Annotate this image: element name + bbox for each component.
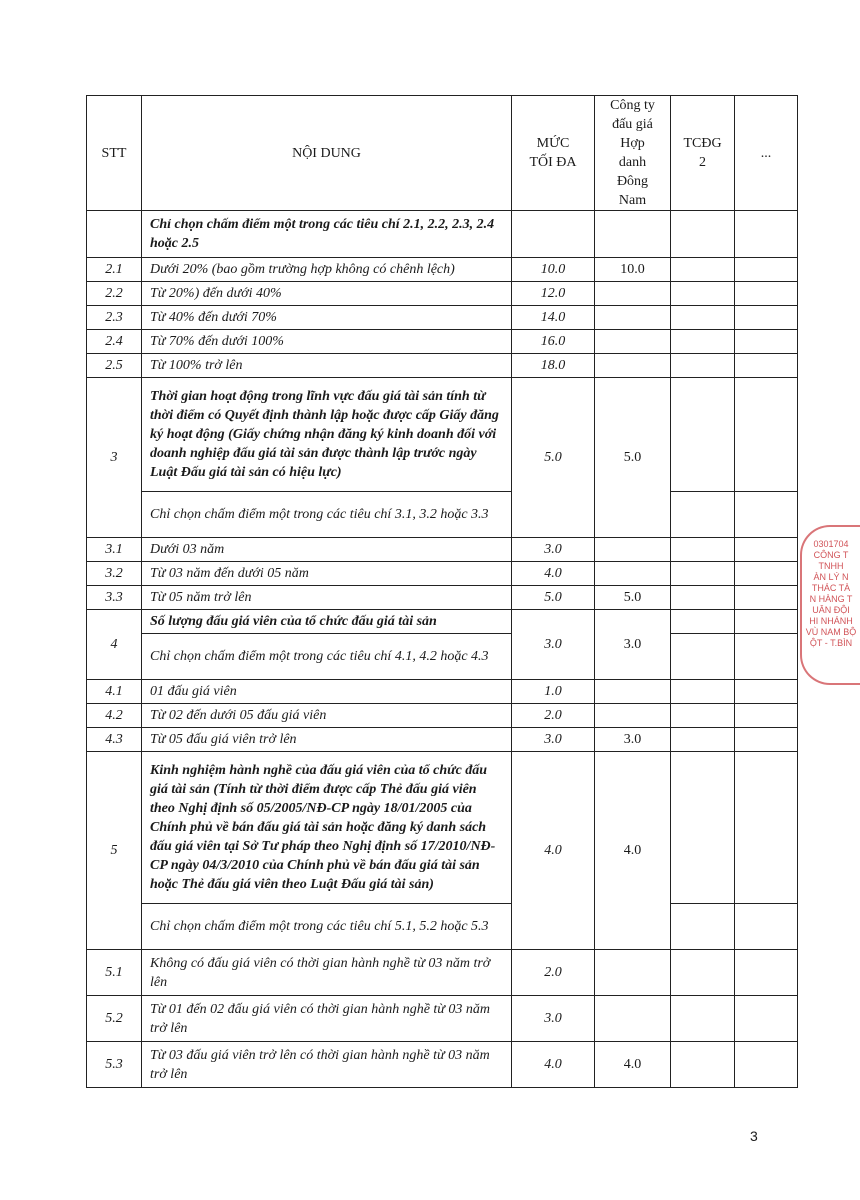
content-sub-cell: Chỉ chọn chấm điểm một trong các tiêu chí 5.1, 5.2 hoặc 5.3 [142,904,512,950]
empty-cell [671,282,735,306]
header-tcdg-line1: TCĐG [683,136,722,151]
stamp-line: N HÀNG T [809,594,853,604]
empty-cell [671,610,735,634]
header-stt: STT [87,96,142,211]
empty-cell [735,704,798,728]
empty-cell [735,904,798,950]
content-cell: Dưới 03 năm [142,538,512,562]
content-cell: Số lượng đấu giá viên của tổ chức đấu giá tài sản [142,610,512,634]
stt-cell: 4 [87,610,142,680]
stt-cell: 3.3 [87,586,142,610]
max-cell: 3.0 [512,610,595,680]
max-cell: 10.0 [512,258,595,282]
score-cell: 5.0 [595,378,671,538]
max-cell: 4.0 [512,562,595,586]
table-row [87,378,798,492]
table-row [87,752,798,904]
score-cell [595,211,671,258]
empty-cell [671,728,735,752]
stt-cell: 4.3 [87,728,142,752]
empty-cell [735,752,798,904]
content-cell: Từ 40% đến dưới 70% [142,306,512,330]
table-row [87,728,798,752]
empty-cell [671,752,735,904]
empty-cell [735,492,798,538]
max-cell: 14.0 [512,306,595,330]
max-cell: 2.0 [512,704,595,728]
empty-cell [671,258,735,282]
content-cell: Từ 03 năm đến dưới 05 năm [142,562,512,586]
stamp-line: VÙ NAM BỘ [805,627,857,637]
empty-cell [671,1042,735,1088]
stamp-line: THÁC TÀ [811,583,851,593]
stt-cell: 4.1 [87,680,142,704]
table-row [87,562,798,586]
table-row [87,1042,798,1088]
score-cell [595,996,671,1042]
stt-cell: 3.2 [87,562,142,586]
content-cell: Từ 02 đến dưới 05 đấu giá viên [142,704,512,728]
table-row [87,610,798,634]
empty-cell [735,562,798,586]
content-sub-cell: Chỉ chọn chấm điểm một trong các tiêu chí 3.1, 3.2 hoặc 3.3 [142,492,512,538]
empty-cell [671,996,735,1042]
score-cell [595,562,671,586]
empty-cell [735,950,798,996]
empty-cell [671,704,735,728]
stt-cell: 2.1 [87,258,142,282]
empty-cell [735,680,798,704]
empty-cell [671,586,735,610]
header-company-line: danh [618,155,647,170]
empty-cell [671,950,735,996]
max-cell: 1.0 [512,680,595,704]
content-cell: Từ 05 đấu giá viên trở lên [142,728,512,752]
header-more: ... [735,96,798,211]
header-company-line: Nam [618,193,647,208]
content-cell: Chỉ chọn chấm điểm một trong các tiêu chí 2.1, 2.2, 2.3, 2.4 hoặc 2.5 [142,211,512,258]
empty-cell [671,330,735,354]
stamp-line: ÀN LÝ N [813,572,849,582]
content-cell: Từ 70% đến dưới 100% [142,330,512,354]
score-cell [595,282,671,306]
table-row [87,538,798,562]
content-cell: Từ 20%) đến dưới 40% [142,282,512,306]
stamp-line: ỘT - T.BÌN [809,638,853,648]
empty-cell [735,306,798,330]
stt-cell: 2.5 [87,354,142,378]
stt-cell: 5.3 [87,1042,142,1088]
max-cell: 3.0 [512,728,595,752]
content-cell: Từ 01 đến 02 đấu giá viên có thời gian hành nghề từ 03 năm trở lên [142,996,512,1042]
max-cell: 5.0 [512,378,595,538]
empty-cell [671,306,735,330]
stt-cell: 2.2 [87,282,142,306]
stamp-line: 0301704 [813,539,849,549]
content-cell: Từ 03 đấu giá viên trở lên có thời gian hành nghề từ 03 năm trở lên [142,1042,512,1088]
empty-cell [735,634,798,680]
empty-cell [671,634,735,680]
table-row [87,704,798,728]
score-cell [595,950,671,996]
stt-cell: 2.4 [87,330,142,354]
score-cell: 3.0 [595,610,671,680]
header-tcdg [671,96,735,211]
empty-cell [671,538,735,562]
max-cell: 4.0 [512,1042,595,1088]
content-cell: Dưới 20% (bao gồm trường hợp không có chênh lệch) [142,258,512,282]
stamp-line: CÔNG T [813,550,849,560]
empty-cell [671,378,735,492]
stamp-line: UÂN ĐỘI [812,605,850,615]
stt-cell: 2.3 [87,306,142,330]
company-seal-stamp [800,525,860,685]
score-cell: 4.0 [595,1042,671,1088]
content-cell: Thời gian hoạt động trong lĩnh vực đấu giá tài sản tính từ thời điểm có Quyết định thành lập hoặc được cấp Giấy đăng ký hoạt động (Giấy chứng nhận đăng ký kinh doanh đối với doanh nghiệp đấu giá tài sản được thành lập trước ngày Luật Đấu giá tài sản có hiệu lực) [142,378,512,492]
content-cell: Không có đấu giá viên có thời gian hành nghề từ 03 năm trở lên [142,950,512,996]
table-row [87,306,798,330]
score-cell [595,704,671,728]
stt-cell: 5.1 [87,950,142,996]
score-cell: 10.0 [595,258,671,282]
max-cell: 18.0 [512,354,595,378]
score-cell: 3.0 [595,728,671,752]
table-row [87,282,798,306]
header-company-line: đấu giá [612,117,653,132]
table-row [87,680,798,704]
header-company-line: Hợp [620,136,645,151]
stt-cell: 5 [87,752,142,950]
table-row [87,586,798,610]
header-tcdg-line2: 2 [699,155,706,170]
table-row [87,211,798,258]
header-company [595,96,671,211]
empty-cell [735,211,798,258]
criteria-table [86,95,798,1088]
header-max-line2: TỐI ĐA [529,155,577,170]
table-row [87,330,798,354]
max-cell: 3.0 [512,996,595,1042]
max-cell: 3.0 [512,538,595,562]
empty-cell [671,354,735,378]
empty-cell [735,1042,798,1088]
score-cell: 4.0 [595,752,671,950]
content-cell: Kinh nghiệm hành nghề của đấu giá viên của tổ chức đấu giá tài sản (Tính từ thời điểm được cấp Thẻ đấu giá viên theo Nghị định số 05/2005/NĐ-CP ngày 18/01/2005 của Chính phủ về bán đấu giá tài sản hoặc đăng ký danh sách đấu giá viên tại Sở Tư pháp theo Nghị định số 17/2010/NĐ-CP ngày 04/3/2010 của Chính phủ về bán đấu giá tài sản hoặc Thẻ đấu giá viên theo Luật Đấu giá tài sản) [142,752,512,904]
header-company-line: Công ty [610,98,655,113]
table-row [87,950,798,996]
score-cell [595,306,671,330]
page-number: 3 [750,1128,758,1144]
max-cell: 2.0 [512,950,595,996]
score-cell [595,538,671,562]
empty-cell [735,996,798,1042]
empty-cell [671,680,735,704]
header-company-line: Đông [616,174,649,189]
max-cell: 5.0 [512,586,595,610]
max-cell [512,211,595,258]
content-cell: Từ 05 năm trở lên [142,586,512,610]
stt-cell: 3 [87,378,142,538]
score-cell [595,330,671,354]
empty-cell [735,586,798,610]
table-row [87,996,798,1042]
stamp-line: TNHH [818,561,844,571]
content-sub-cell: Chỉ chọn chấm điểm một trong các tiêu chí 4.1, 4.2 hoặc 4.3 [142,634,512,680]
header-max [512,96,595,211]
table-row [87,634,798,680]
empty-cell [735,354,798,378]
score-cell [595,354,671,378]
score-cell: 5.0 [595,586,671,610]
empty-cell [671,211,735,258]
header-row [87,96,798,211]
stt-cell: 3.1 [87,538,142,562]
stt-cell: 4.2 [87,704,142,728]
empty-cell [671,562,735,586]
empty-cell [671,904,735,950]
max-cell: 16.0 [512,330,595,354]
header-max-line1: MỨC [536,136,570,151]
header-content: NỘI DUNG [142,96,512,211]
stt-cell: 5.2 [87,996,142,1042]
empty-cell [735,258,798,282]
table-row [87,354,798,378]
empty-cell [735,378,798,492]
max-cell: 12.0 [512,282,595,306]
empty-cell [735,728,798,752]
content-cell: Từ 100% trở lên [142,354,512,378]
score-cell [595,680,671,704]
stamp-line: HI NHÁNH [809,616,853,626]
max-cell: 4.0 [512,752,595,950]
empty-cell [735,330,798,354]
empty-cell [671,492,735,538]
table-row [87,258,798,282]
content-cell: 01 đấu giá viên [142,680,512,704]
empty-cell [735,610,798,634]
empty-cell [735,282,798,306]
stt-cell [87,211,142,258]
table-row [87,492,798,538]
empty-cell [735,538,798,562]
table-row [87,904,798,950]
